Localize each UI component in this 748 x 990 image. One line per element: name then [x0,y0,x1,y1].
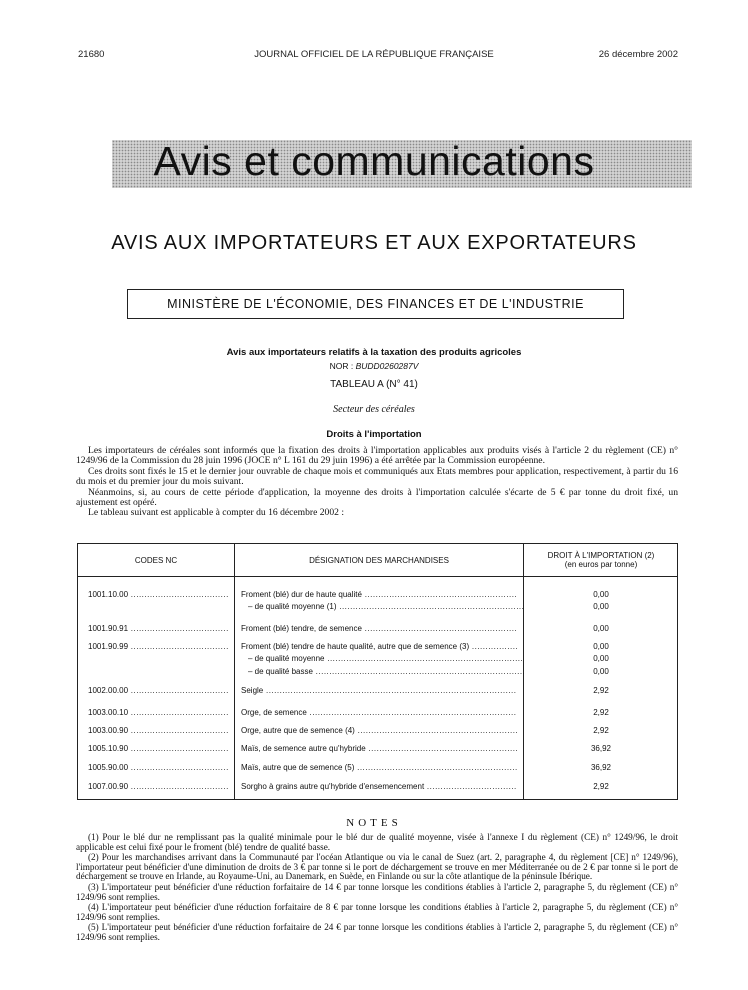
nor-code: BUDD0260287V [355,361,419,371]
ministry-box: MINISTÈRE DE L'ÉCONOMIE, DES FINANCES ET DE L'INDUSTRIE [127,289,624,319]
duty-value-cell: 0,00 [593,590,609,599]
table-row [78,641,677,653]
nc-code-cell: 1007.00.90 ..... [88,781,228,793]
body-paragraph: Le tableau suivant est applicable à compter du 16 décembre 2002 : [88,507,345,519]
column-header-codes: CODES NC [134,555,178,565]
duty-value-cell: 0,00 [593,602,609,611]
duty-value-cell: 36,92 [590,744,612,753]
table-row [78,685,677,697]
duty-value-cell: 0,00 [593,624,609,633]
import-duties-table [77,543,678,800]
duty-value-cell: 2,92 [593,782,609,791]
body-paragraph: Ces droits sont fixés le 15 et le dernier jour ouvrable de chaque mois et communiqués aux Etats membres pour application, respectivement, à partir du 16 du mois et du premier jour du mois suivant. [76,465,678,488]
page-number: 21680 [78,49,105,60]
table-label: TABLEAU A (N° 41) [330,379,418,390]
table-row [78,762,677,774]
column-header-droit-unit: (en euros par tonne) [564,560,638,569]
nc-code-cell: 1003.00.10 ..... [88,707,228,719]
nc-code-cell: 1003.00.90 ..... [88,725,228,737]
note-item: (1) Pour le blé dur ne remplissant pas la qualité minimale pour le blé dur de qualité moyenne, visée à l'annexe I du règlement (CE) n° 1249/96, le droit applicable est celui fixé pour le froment (blé) tendre de qualité basse. [76,832,678,852]
designation-cell: Orge, autre que de semence (4) ..... [241,725,517,737]
journal-title: JOURNAL OFFICIEL DE LA RÉPUBLIQUE FRANÇAISE [254,49,494,60]
designation-cell: – de qualité basse ..... [248,666,524,678]
duty-value-cell: 2,92 [593,708,609,717]
table-row [78,653,677,665]
nc-code-cell: 1005.10.90 ..... [88,743,228,755]
nor-reference [0,361,748,371]
notice-title: Avis aux importateurs relatifs à la taxation des produits agricoles [226,347,522,358]
note-item: (3) L'importateur peut bénéficier d'une réduction forfaitaire de 14 € par tonne lorsque les conditions établies à l'article 2, paragraphe 5, du règlement (CE) n° 1249/96 sont remplies. [76,881,678,902]
duty-value-cell: 0,00 [593,667,609,676]
column-header-droit [524,544,678,576]
section-title: AVIS AUX IMPORTATEURS ET AUX EXPORTATEURS [111,232,637,254]
body-paragraph: Les importateurs de céréales sont informés que la fixation des droits à l'importation applicables aux produits visés à l'article 2 du règlement (CE) n° 1249/96 de la Commission du 28 juin 1996 (JOCE n° L 161 du 29 juin 1996) a été arrêtée par la Commission européenne. [76,445,678,467]
nor-label: NOR : [329,361,354,371]
nc-code-cell: 1001.10.00 ..... [88,589,228,601]
header-divider [78,576,677,577]
duty-value-cell: 2,92 [593,686,609,695]
table-row [78,589,677,601]
designation-cell: Orge, de semence ..... [241,707,517,719]
notes-section [76,833,678,944]
designation-cell: Sorgho à grains autre qu'hybride d'ensemencement ..... [241,781,517,793]
note-item: (5) L'importateur peut bénéficier d'une réduction forfaitaire de 24 € par tonne lorsque les conditions établies à l'article 2, paragraphe 5, du règlement (CE) n° 1249/96 sont remplies. [76,922,678,942]
duty-value-cell: 36,92 [590,763,612,772]
banner-title: Avis et communications [153,138,595,184]
column-header-designation: DÉSIGNATION DES MARCHANDISES [309,555,449,565]
note-item: (4) L'importateur peut bénéficier d'une réduction forfaitaire de 8 € par tonne lorsque les conditions établies à l'article 2, paragraphe 5, du règlement (CE) n° 1249/96 sont remplies. [76,902,678,922]
body-paragraph: Néanmoins, si, au cours de cette période d'application, la moyenne des droits à l'importation calculée s'écarte de 5 € par tonne du droit fixé, un ajustement est opéré. [76,486,678,509]
duty-value-cell: 0,00 [593,642,609,651]
duty-value-cell: 2,92 [593,726,609,735]
nc-code-cell: 1002.00.00 ..... [88,685,228,697]
nc-code-cell: 1001.90.99 ..... [88,641,228,653]
designation-cell: – de qualité moyenne (1) ..... [248,601,524,613]
note-item: (2) Pour les marchandises arrivant dans la Communauté par l'océan Atlantique ou via le canal de Suez (art. 2, paragraphe 4, du règlement [CE] n° 1249/96), l'importateur peut bénéficier d'une diminution de droits de 3 € par tonne si le port de déchargement se trouve en mer Méditerranée ou de 2 € par tonne si le port de déchargement se trouve en Irlande, au Royaume-Uni, au Danemark, en Suède, en Finlande ou sur la côte atlantique de la péninsule Ibérique. [76,852,678,882]
table-row [78,743,677,755]
body-text [76,446,678,519]
table-row [78,781,677,793]
section-heading: Droits à l'importation [326,429,422,440]
duty-value-cell: 0,00 [593,654,609,663]
notes-title: NOTES [346,817,402,829]
designation-cell: Maïs, de semence autre qu'hybride ..... [241,743,517,755]
designation-cell: Seigle ..... [241,685,517,697]
designation-cell: Froment (blé) dur de haute qualité ..... [241,589,517,601]
designation-cell: Froment (blé) tendre, de semence ..... [241,623,517,635]
issue-date: 26 décembre 2002 [598,49,678,60]
designation-cell: – de qualité moyenne ..... [248,653,524,665]
nc-code-cell: 1005.90.00 ..... [88,762,228,774]
designation-cell: Froment (blé) tendre de haute qualité, autre que de semence (3) ..... [241,641,517,653]
column-header-droit-label: DROIT À L'IMPORTATION (2) [547,551,655,560]
table-row [78,666,677,678]
table-row [78,601,677,613]
table-row [78,725,677,737]
nc-code-cell: 1001.90.91 ..... [88,623,228,635]
table-row [78,623,677,635]
sector-label: Secteur des céréales [333,404,415,415]
designation-cell: Maïs, autre que de semence (5) ..... [241,762,517,774]
table-row [78,707,677,719]
